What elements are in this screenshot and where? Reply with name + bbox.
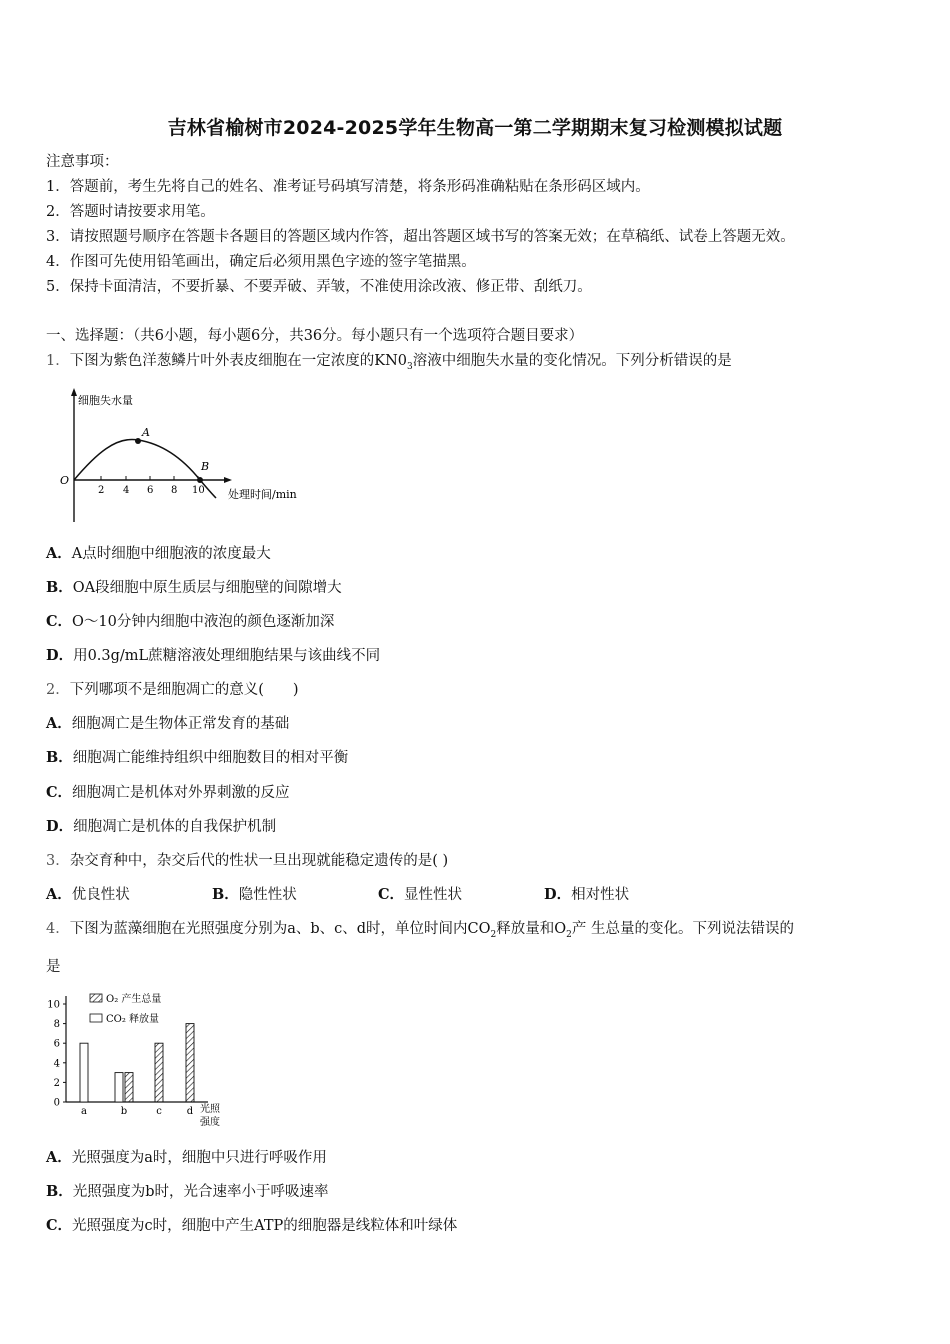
option-text: 光照强度为b时，光合速率小于呼吸速率 bbox=[72, 1184, 329, 1200]
q1-option-a[interactable] bbox=[46, 544, 271, 564]
question-4-text-end: 产 生总量的变化。下列说法错误的 bbox=[571, 921, 795, 937]
y-tick-label: 4 bbox=[53, 1058, 60, 1070]
q1-option-d[interactable] bbox=[46, 646, 380, 666]
y-axis-label: 细胞失水量 bbox=[78, 394, 133, 407]
y-tick-label: 2 bbox=[53, 1077, 60, 1089]
notice-heading: 注意事项： bbox=[46, 154, 119, 170]
y-axis-arrow-icon bbox=[71, 388, 77, 396]
option-label: B． bbox=[46, 579, 73, 596]
legend-o2-swatch bbox=[90, 994, 102, 1002]
option-text: 显性性状 bbox=[404, 887, 463, 903]
option-text: 细胞凋亡是生物体正常发育的基础 bbox=[71, 716, 290, 732]
option-label: B． bbox=[212, 886, 239, 903]
y-tick-label: 10 bbox=[47, 999, 60, 1011]
notice-item-5: 5．保持卡面清洁，不要折暴、不要弄破、弄皱，不准使用涂改液、修正带、刮纸刀。 bbox=[46, 279, 592, 295]
option-text: 优良性状 bbox=[71, 887, 130, 903]
question-4-stem-cont: 是 bbox=[46, 959, 61, 975]
option-text: 用0.3g/mL蔗糖溶液处理细胞结果与该曲线不同 bbox=[73, 648, 381, 664]
page-title: 吉林省榆树市2024-2025学年生物高一第二学期期末复习检测模拟试题 bbox=[167, 117, 783, 139]
q3-options-row bbox=[46, 885, 629, 905]
tick-4: 4 bbox=[123, 485, 130, 496]
y-tick-label: 8 bbox=[53, 1019, 60, 1031]
question-2-stem bbox=[46, 680, 299, 700]
question-number: 4． bbox=[46, 921, 70, 937]
co2-bar-a bbox=[80, 1043, 88, 1102]
question-number: 3． bbox=[46, 853, 70, 869]
option-text: 细胞凋亡能维持组织中细胞数目的相对平衡 bbox=[72, 750, 349, 766]
notice-item-2: 2．答题时请按要求用笔。 bbox=[46, 204, 215, 220]
x-axis-label: 处理时间/min bbox=[228, 488, 297, 501]
x-axis-arrow-icon bbox=[224, 477, 232, 483]
option-label: C． bbox=[378, 886, 405, 903]
bars bbox=[80, 1024, 194, 1102]
origin-label: O bbox=[60, 474, 70, 487]
notice-item-3: 3．请按照题号顺序在答题卡各题目的答题区域内作答，超出答题区域书写的答案无效；在草稿纸、试卷上答题无效。 bbox=[46, 229, 795, 245]
category-label-d: d bbox=[186, 1106, 194, 1117]
chart-x-label-2: 强度 bbox=[200, 1117, 220, 1128]
option-label: C． bbox=[46, 1217, 73, 1234]
q3-option-c[interactable] bbox=[378, 885, 544, 905]
q1-option-c[interactable] bbox=[46, 612, 334, 632]
legend-o2-label: O₂ 产生总量 bbox=[106, 994, 162, 1005]
option-text: 隐性性状 bbox=[238, 887, 297, 903]
option-text: 细胞凋亡是机体对外界刺激的反应 bbox=[72, 785, 290, 801]
option-label: D． bbox=[46, 818, 74, 835]
q4-option-b[interactable] bbox=[46, 1182, 329, 1202]
question-3-text: 杂交育种中，杂交后代的性状一旦出现就能稳定遗传的是( ) bbox=[69, 853, 449, 869]
category-label-c: c bbox=[156, 1106, 162, 1117]
y-tick-label: 6 bbox=[53, 1038, 60, 1050]
question-number: 2． bbox=[46, 682, 70, 698]
question-4-text-mid: 释放量和O bbox=[496, 921, 567, 937]
question-1-text: 下图为紫色洋葱鳞片叶外表皮细胞在一定浓度的KN0 bbox=[69, 353, 407, 369]
option-label: D． bbox=[544, 886, 572, 903]
q4-option-a[interactable] bbox=[46, 1148, 327, 1168]
legend-co2-swatch bbox=[90, 1014, 102, 1022]
option-text: A点时细胞中细胞液的浓度最大 bbox=[71, 546, 271, 562]
tick-10: 10 bbox=[192, 485, 205, 496]
option-label: C． bbox=[46, 784, 73, 801]
q3-option-a[interactable] bbox=[46, 885, 212, 905]
water-loss-graph bbox=[56, 384, 316, 526]
co2-bar-b bbox=[115, 1073, 123, 1102]
option-label: C． bbox=[46, 613, 73, 630]
q2-option-b[interactable] bbox=[46, 748, 348, 768]
question-1-text-end: 溶液中细胞失水量的变化情况。下列分析错误的是 bbox=[412, 353, 732, 369]
point-a bbox=[135, 438, 141, 444]
q3-option-b[interactable] bbox=[212, 885, 378, 905]
option-text: 光照强度为a时，细胞中只进行呼吸作用 bbox=[71, 1150, 327, 1166]
notice-item-1: 1．答题前，考生先将自己的姓名、准考证号码填写清楚，将条形码准确粘贴在条形码区域内。 bbox=[46, 179, 650, 195]
q2-option-d[interactable] bbox=[46, 817, 276, 837]
q2-option-c[interactable] bbox=[46, 783, 290, 803]
o2-bar-b bbox=[125, 1073, 133, 1102]
q4-option-c[interactable] bbox=[46, 1216, 457, 1236]
tick-2: 2 bbox=[98, 485, 105, 496]
legend-co2-label: CO₂ 释放量 bbox=[106, 1014, 160, 1025]
y-ticks bbox=[47, 1000, 66, 1109]
o2-bar-d bbox=[186, 1024, 194, 1102]
point-b-label: B bbox=[201, 460, 210, 473]
option-text: 细胞凋亡是机体的自我保护机制 bbox=[73, 819, 277, 835]
q1-option-b[interactable] bbox=[46, 578, 342, 598]
category-label-a: a bbox=[81, 1106, 87, 1117]
x-ticks bbox=[98, 476, 205, 496]
q3-option-d[interactable] bbox=[544, 885, 629, 905]
q2-option-a[interactable] bbox=[46, 714, 289, 734]
question-3-stem bbox=[46, 851, 448, 871]
question-4-text: 下图为蓝藻细胞在光照强度分别为a、b、c、d时，单位时间内CO bbox=[69, 921, 491, 937]
subscript: 2 bbox=[566, 929, 572, 940]
category-label-b: b bbox=[120, 1106, 128, 1117]
chart-x-label-1: 光照 bbox=[200, 1104, 220, 1115]
point-b bbox=[197, 477, 203, 483]
o2-bar-c bbox=[155, 1043, 163, 1102]
option-text: O～10分钟内细胞中液泡的颜色逐渐加深 bbox=[72, 614, 335, 630]
option-text: 光照强度为c时，细胞中产生ATP的细胞器是线粒体和叶绿体 bbox=[72, 1218, 458, 1234]
option-label: A． bbox=[46, 1149, 72, 1166]
option-label: A． bbox=[46, 545, 72, 562]
question-4-stem bbox=[46, 919, 794, 945]
option-label: B． bbox=[46, 1183, 73, 1200]
bar-chart bbox=[44, 988, 244, 1132]
subscript: 3 bbox=[406, 361, 413, 372]
option-text: 相对性状 bbox=[571, 887, 630, 903]
notice-item-4: 4．作图可先使用铅笔画出，确定后必须用黑色字迹的签字笔描黑。 bbox=[46, 254, 476, 270]
point-a-label: A bbox=[142, 426, 150, 439]
option-text: OA段细胞中原生质层与细胞壁的间隙增大 bbox=[72, 580, 342, 596]
option-label: A． bbox=[46, 715, 72, 732]
tick-8: 8 bbox=[171, 485, 178, 496]
category-labels bbox=[81, 1106, 194, 1117]
y-tick-label: 0 bbox=[53, 1097, 60, 1109]
option-label: D． bbox=[46, 647, 74, 664]
question-1-stem bbox=[46, 351, 732, 377]
question-number: 1． bbox=[46, 353, 70, 369]
subscript: 2 bbox=[490, 929, 497, 940]
option-label: A． bbox=[46, 886, 72, 903]
tick-6: 6 bbox=[147, 485, 154, 496]
question-2-text: 下列哪项不是细胞凋亡的意义( ) bbox=[69, 682, 299, 698]
option-label: B． bbox=[46, 749, 73, 766]
section-heading: 一、选择题：（共6小题，每小题6分，共36分。每小题只有一个选项符合题目要求） bbox=[46, 328, 584, 344]
